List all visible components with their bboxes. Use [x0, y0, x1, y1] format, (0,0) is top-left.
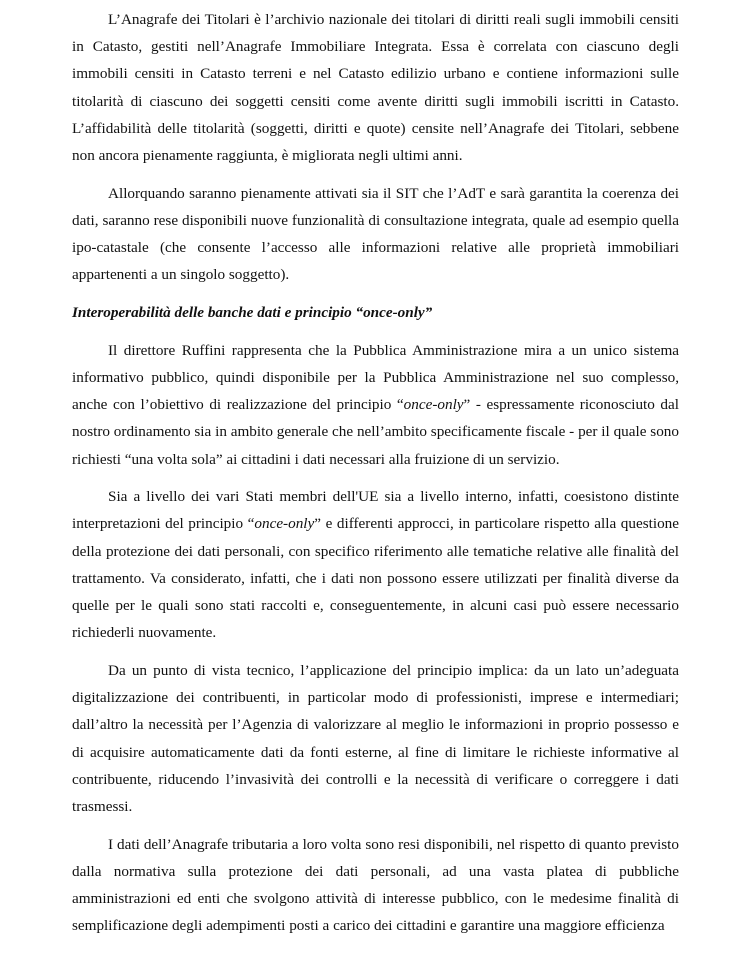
- heading-text: Interoperabilità delle banche dati e principio “once-only”: [72, 304, 433, 322]
- paragraph-consultazione-integrata: [72, 180, 679, 289]
- paragraph-text: I dati dell’Anagrafe tributaria a loro volta sono resi disponibili, nel rispetto di quanto previsto dalla normativa sulla protezione dei dati personali, ad una vasta platea di pubbliche amministrazioni ed enti che svolgono attività di interesse pubblico, con le medesime finalità di semplificazione degli adempimenti posti a carico dei cittadini e garantire una maggiore efficienza: [72, 835, 679, 935]
- paragraph-anagrafe-tributaria: [72, 831, 679, 940]
- paragraph-text: ” e differenti approcci, in particolare rispetto alla questione della protezione dei dati personali, con specifico riferimento alle tematiche relative alle finalità del trattamento. Va considerato, infatti, che i dati non possono essere utilizzati per finalità diverse da quelle per le quali sono stati raccolti e, conseguentemente, in alcuni casi può essere necessario richiederli nuovamente.: [72, 515, 679, 642]
- italic-term: once-only: [254, 515, 315, 533]
- italic-term: once-only: [403, 396, 464, 414]
- paragraph-text: Sia a livello dei vari Stati membri dell'UE sia a livello interno, infatti, coesistono distinte interpretazioni del principio “: [72, 488, 679, 533]
- paragraph-punto-di-vista-tecnico: [72, 657, 679, 820]
- section-heading: [72, 299, 679, 326]
- paragraph-text: Da un punto di vista tecnico, l’applicazione del principio implica: da un lato un’adeguata digitalizzazione dei contribuenti, in particolar modo di professionisti, imprese e intermediari; dall’altro la necessità per l’Agenzia di valorizzare al meglio le informazioni in proprio possesso e di acquisire automaticamente dati da fonti esterne, al fine di limitare le richieste informative al contribuente, riducendo l’invasività dei controlli e la necessità di verificare o correggere i dati trasmessi.: [72, 661, 679, 815]
- paragraph-text: Il direttore Ruffini rappresenta che la Pubblica Amministrazione mira a un unico sistema informativo pubblico, quindi disponibile per la Pubblica Amministrazione nel suo complesso, anche con l’obiettivo di realizzazione del principio “: [72, 341, 679, 414]
- paragraph-text: L’Anagrafe dei Titolari è l’archivio nazionale dei titolari di diritti reali sugli immobili censiti in Catasto, gestiti nell’Anagrafe Immobiliare Integrata. Essa è correlata con ciascuno degli immobili censiti in Catasto terreni e nel Catasto edilizio urbano e contiene informazioni sulle titolarità di ciascuno dei soggetti censiti come avente diritti sugli immobili iscritti in Catasto. L’affidabilità delle titolarità (soggetti, diritti e quote) censite nell’Anagrafe dei Titolari, sebbene non ancora pienamente raggiunta, è migliorata negli ultimi anni.: [72, 11, 679, 165]
- document-page: [72, 6, 679, 950]
- paragraph-anagrafe-titolari: [72, 6, 679, 169]
- paragraph-ruffini: [72, 337, 679, 473]
- paragraph-text: ” - espressamente riconosciuto dal nostro ordinamento sia in ambito generale che nell’ambito specificamente fiscale - per il quale sono richiesti “una volta sola” ai cittadini i dati necessari alla fruizione di un servizio.: [72, 396, 679, 468]
- paragraph-text: Allorquando saranno pienamente attivati sia il SIT che l’AdT e sarà garantita la coerenza dei dati, saranno rese disponibili nuove funzionalità di consultazione integrata, quale ad esempio quella ipo-catastale (che consente l’accesso alle informazioni relative alle proprietà immobiliari appartenenti a un singolo soggetto).: [72, 184, 679, 284]
- paragraph-stati-membri: [72, 483, 679, 646]
